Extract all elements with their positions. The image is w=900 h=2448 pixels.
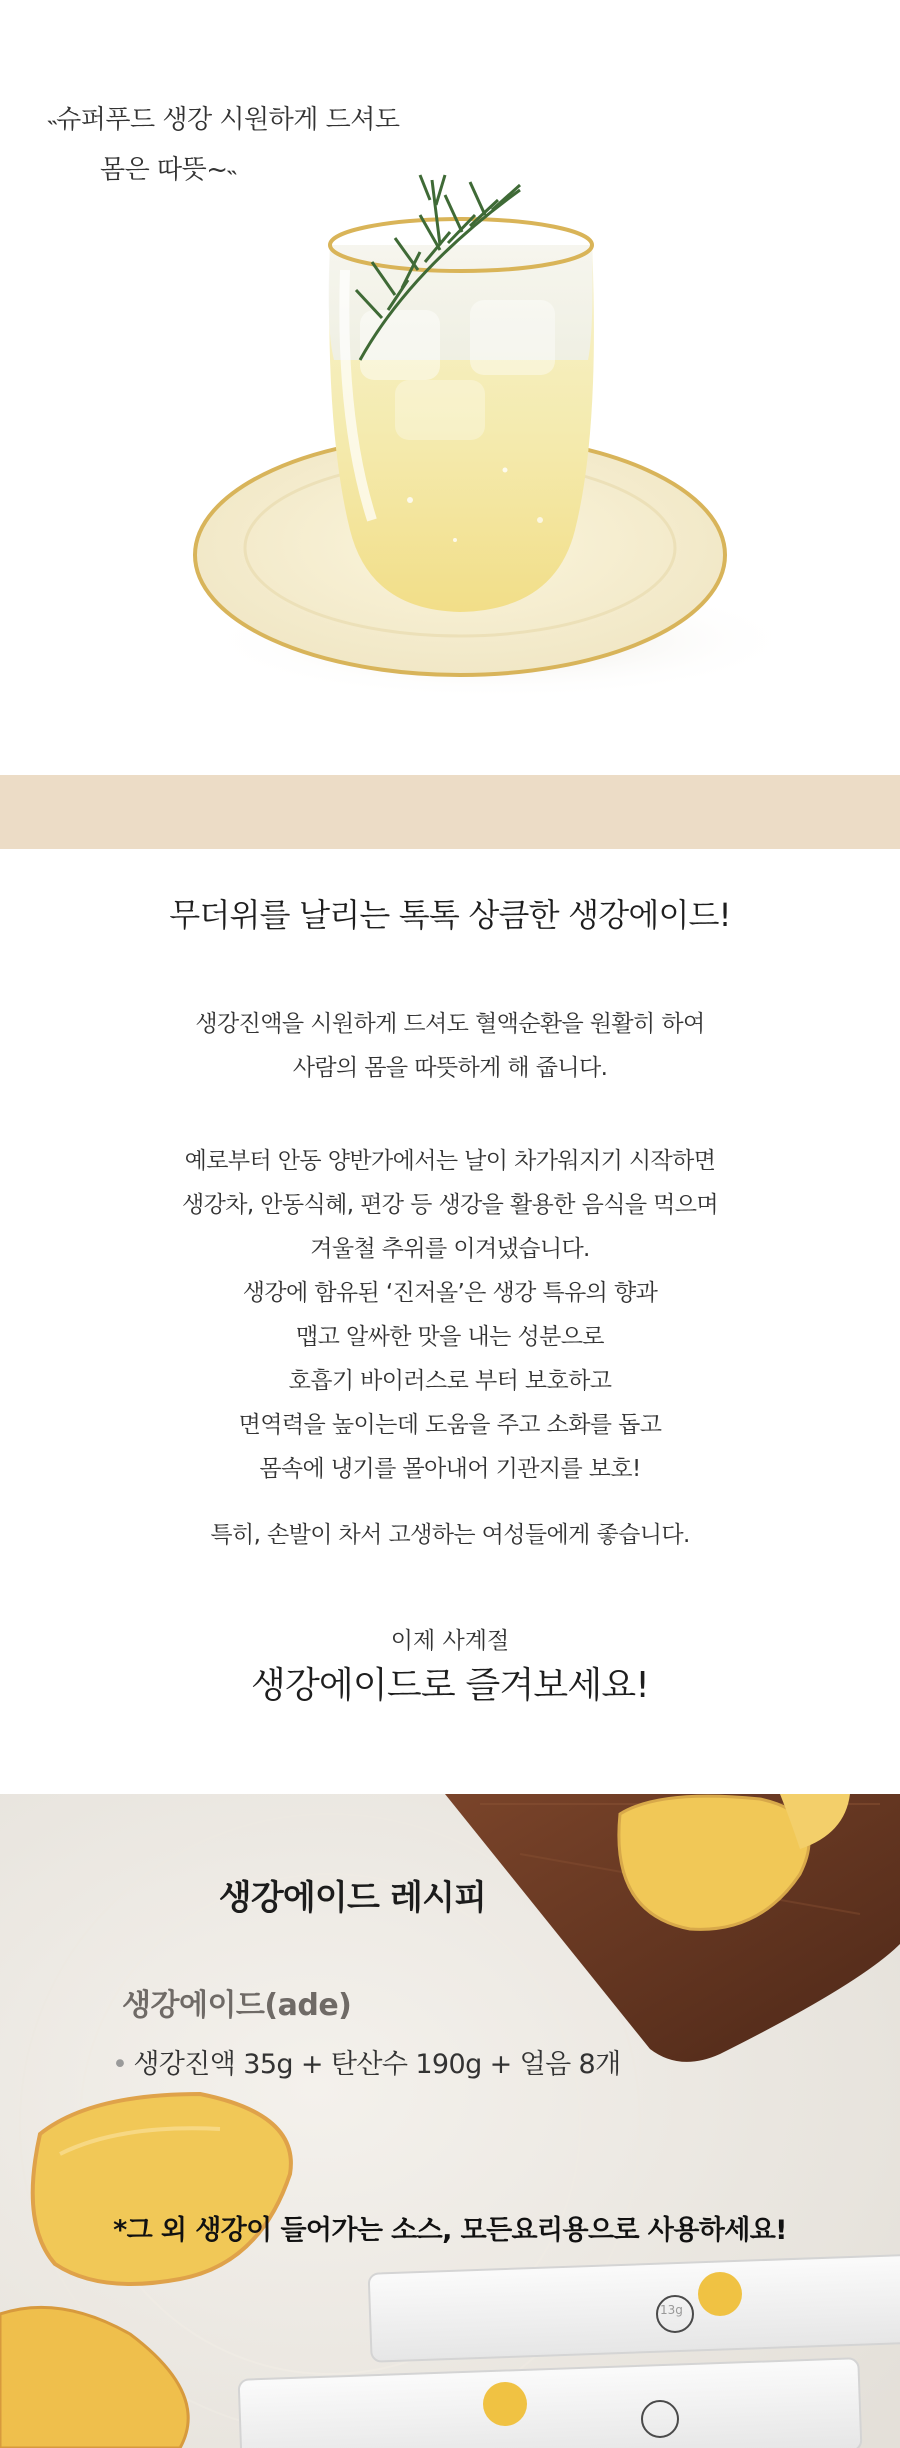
story-line: 생강진액을 시원하게 드셔도 혈액순환을 원활히 하여 xyxy=(195,1011,705,1037)
recipe-note: *그 외 생강이 들어가는 소스, 모든요리용으로 사용하세요! xyxy=(113,2215,787,2246)
bullet-icon: • xyxy=(112,2049,128,2080)
story-paragraph-3 xyxy=(0,1513,900,1557)
story-line: 맵고 알싸한 맛을 내는 성분으로 xyxy=(296,1324,604,1350)
closing-intro: 이제 사계절 xyxy=(390,1628,510,1654)
hero-section xyxy=(0,0,900,775)
hero-quote xyxy=(48,95,399,195)
hero-quote-line1: ˵슈퍼푸드 생강 시원하게 드셔도 xyxy=(48,105,400,135)
ingredients-text: 생강진액 35g + 탄산수 190g + 얼음 8개 xyxy=(133,2049,621,2080)
hero-quote-line2: 몸은 따뜻~˵ xyxy=(100,155,236,185)
story-line: 예로부터 안동 양반가에서는 날이 차가워지기 시작하면 xyxy=(184,1148,716,1174)
story-headline: 무더위를 날리는 톡톡 상큼한 생강에이드! xyxy=(169,896,731,934)
story-section xyxy=(0,849,900,1794)
closing-headline: 생강에이드로 즐겨보세요! xyxy=(250,1665,649,1706)
story-line: 특히, 손발이 차서 고생하는 여성들에게 좋습니다. xyxy=(210,1522,690,1548)
story-line: 생강차, 안동식혜, 편강 등 생강을 활용한 음식을 먹으며 xyxy=(182,1192,718,1218)
stick-label: 13g xyxy=(660,2303,683,2317)
story-paragraph-2 xyxy=(0,1139,900,1491)
story-line: 면역력을 높이는데 도움을 주고 소화를 돕고 xyxy=(238,1412,662,1438)
recipe-ingredients xyxy=(112,2042,621,2081)
story-line: 생강에 함유된 ‘진저올’은 생강 특유의 향과 xyxy=(242,1280,658,1306)
story-line: 몸속에 냉기를 몰아내어 기관지를 보호! xyxy=(259,1456,641,1482)
story-line: 호흡기 바이러스로 부터 보호하고 xyxy=(288,1368,612,1394)
story-paragraph-1 xyxy=(0,1002,900,1090)
story-line: 겨울철 추위를 이겨냈습니다. xyxy=(310,1236,590,1262)
story-line: 사람의 몸을 따뜻하게 해 줍니다. xyxy=(292,1055,608,1081)
divider-band xyxy=(0,775,900,849)
recipe-title: 생강에이드 레시피 xyxy=(218,1878,487,1918)
recipe-section xyxy=(0,1794,900,2448)
recipe-subtitle: 생강에이드(ade) xyxy=(122,1988,352,2023)
